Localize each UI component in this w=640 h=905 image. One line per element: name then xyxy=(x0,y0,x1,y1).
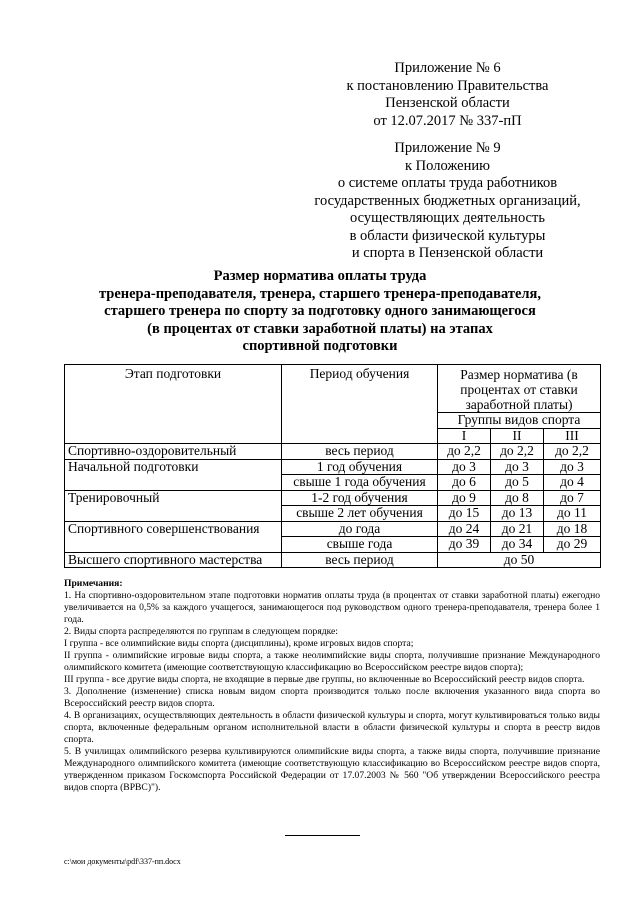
cell-group-1: до 3 xyxy=(438,459,491,475)
appendix-9-header xyxy=(295,140,600,263)
note-item: 3. Дополнение (изменение) списка новым видом спорта производится только после включения указанного вида спорта во Всероссийский реестр видов спорта. xyxy=(64,686,600,709)
cell-group-3: до 3 xyxy=(544,459,601,475)
cell-group-1: до 24 xyxy=(438,521,491,537)
cell-group-3: до 4 xyxy=(544,475,601,491)
table-row xyxy=(65,490,601,506)
cell-stage: Тренировочный xyxy=(65,490,282,521)
appendix-9-line: к Положению xyxy=(405,157,490,174)
table-row xyxy=(65,444,601,460)
cell-group-2: до 2,2 xyxy=(491,444,544,460)
cell-group-2: до 3 xyxy=(491,459,544,475)
cell-group-1: до 6 xyxy=(438,475,491,491)
appendix-6-line: Приложение № 6 xyxy=(394,60,501,76)
note-item: 5. В училищах олимпийского резерва культивируются олимпийские виды спорта, а также виды спорта, получившие признание Международного олимпийского комитета (имеющие соответствующую классификацию во Всероссийском реестре видов спорта, утвержденном приказом Госкомспорта Российской Федерации от 17.07.2003 № 560 "Об утверждении Всероссийского реестра видов спорта (ВРВС)"). xyxy=(64,746,600,793)
header-period: Период обучения xyxy=(282,365,438,444)
appendix-9-line: Приложение № 9 xyxy=(394,140,501,156)
cell-group-3: до 11 xyxy=(544,506,601,522)
cell-period: свыше 1 года обучения xyxy=(282,475,438,491)
header-norm: Размер норматива (в процентах от ставки заработной платы) xyxy=(438,365,601,413)
appendix-9-line: в области физической культуры xyxy=(349,227,546,244)
rates-table xyxy=(64,364,601,568)
appendix-9-line: осуществляющих деятельность xyxy=(350,210,545,226)
title-line: спортивной подготовки xyxy=(242,338,398,354)
appendix-9-line: о системе оплаты труда работников xyxy=(337,175,558,191)
appendix-9-line: и спорта в Пензенской области xyxy=(351,245,544,261)
note-item: I группа - все олимпийские виды спорта (дисциплины), кроме игровых видов спорта; xyxy=(64,638,414,649)
document-title xyxy=(40,268,600,356)
separator-line xyxy=(285,835,360,836)
note-item: 4. В организациях, осуществляющих деятельность в области физической культуры и спорта, могут культивироваться только виды спорта, включенные федеральным органом исполнительной власти в области физической культуры и спорта в реестр видов спорта. xyxy=(64,710,600,745)
cell-all-groups: до 50 xyxy=(438,552,601,568)
notes-section xyxy=(64,578,600,794)
note-item: II группа - олимпийские игровые виды спорта, а также неолимпийские виды спорта, получившие признание Международного олимпийского комитета (имеющие соответствующую классификацию во Всероссийском реестре видов спорта); xyxy=(64,650,600,673)
cell-group-3: до 2,2 xyxy=(544,444,601,460)
cell-period: 1-2 год обучения xyxy=(282,490,438,506)
cell-group-2: до 13 xyxy=(491,506,544,522)
header-groups: Группы видов спорта xyxy=(438,413,601,429)
header-group-3: III xyxy=(544,428,601,444)
cell-group-3: до 29 xyxy=(544,537,601,553)
header-group-2: II xyxy=(491,428,544,444)
cell-period: весь период xyxy=(282,552,438,568)
appendix-6-line: Пензенской области xyxy=(385,95,510,111)
notes-heading: Примечания: xyxy=(64,578,123,589)
cell-stage: Спортивного совершенствования xyxy=(65,521,282,552)
table-header-row xyxy=(65,365,601,413)
note-item: 2. Виды спорта распределяются по группам в следующем порядке: xyxy=(64,626,338,637)
header-group-1: I xyxy=(438,428,491,444)
note-item: 1. На спортивно-оздоровительном этапе подготовки норматив оплаты труда (в процентах от ставки заработной платы) ежегодно увеличивается на 0,5% за каждого учащегося, занимающегося под руководством одного тренера-преподавателя, тренера более 1 года. xyxy=(64,590,600,625)
cell-group-3: до 7 xyxy=(544,490,601,506)
cell-stage: Начальной подготовки xyxy=(65,459,282,490)
appendix-6-line: от 12.07.2017 № 337-пП xyxy=(373,112,522,129)
cell-group-2: до 5 xyxy=(491,475,544,491)
title-line: старшего тренера по спорту за подготовку одного занимающегося xyxy=(104,303,536,319)
cell-period: 1 год обучения xyxy=(282,459,438,475)
cell-period: до года xyxy=(282,521,438,537)
cell-group-1: до 2,2 xyxy=(438,444,491,460)
note-item: III группа - все другие виды спорта, не входящие в первые две группы, но включенные во Всероссийский реестр видов спорта. xyxy=(64,674,585,685)
table-row xyxy=(65,552,601,568)
cell-stage: Высшего спортивного мастерства xyxy=(65,552,282,568)
cell-group-1: до 15 xyxy=(438,506,491,522)
cell-group-2: до 34 xyxy=(491,537,544,553)
table-row xyxy=(65,459,601,475)
cell-period: свыше 2 лет обучения xyxy=(282,506,438,522)
cell-group-2: до 21 xyxy=(491,521,544,537)
appendix-6-line: к постановлению Правительства xyxy=(346,77,549,94)
cell-group-1: до 39 xyxy=(438,537,491,553)
appendix-6-header xyxy=(295,60,600,130)
title-line: тренера-преподавателя, тренера, старшего тренера-преподавателя, xyxy=(98,285,542,302)
appendix-9-line: государственных бюджетных организаций, xyxy=(314,192,581,209)
cell-group-3: до 18 xyxy=(544,521,601,537)
title-line: Размер норматива оплаты труда xyxy=(213,268,427,284)
cell-group-2: до 8 xyxy=(491,490,544,506)
title-line: (в процентах от ставки заработной платы) на этапах xyxy=(147,320,493,337)
table-row xyxy=(65,521,601,537)
cell-period: свыше года xyxy=(282,537,438,553)
cell-period: весь период xyxy=(282,444,438,460)
cell-stage: Спортивно-оздоровительный xyxy=(65,444,282,460)
header-stage: Этап подготовки xyxy=(65,365,282,444)
cell-group-1: до 9 xyxy=(438,490,491,506)
file-path-footer: c:\мои документы\pdf\337-пп.docx xyxy=(64,857,181,866)
